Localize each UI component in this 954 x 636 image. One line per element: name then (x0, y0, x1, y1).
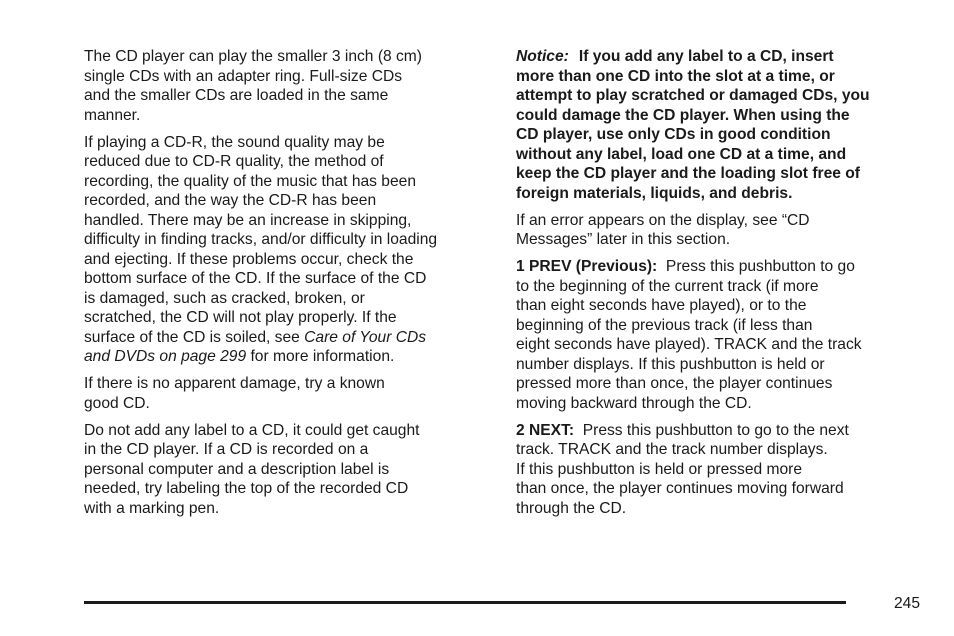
text-segment: Press this pushbutton to go to the next (582, 421, 849, 439)
text-line: eight seconds have played). TRACK and the track (516, 336, 862, 353)
text-line (516, 47, 918, 67)
notice-paragraph (516, 47, 918, 203)
text-line: Do not add any label to a CD, it could get caught (84, 421, 420, 439)
text-line: pressed more than once, the player continues (516, 375, 833, 392)
text-line: without any label, load one CD at a time, and (516, 145, 847, 163)
text-line (516, 421, 918, 441)
text-line: more than one CD into the slot at a time, or (516, 67, 835, 85)
text-line: recording, the quality of the music that has been (84, 172, 416, 190)
next-label: 2 NEXT: (516, 421, 575, 439)
text-line: If an error appears on the display, see “CD (516, 211, 810, 229)
prev-label: 1 PREV (Previous): (516, 258, 658, 275)
text-line (84, 347, 490, 367)
text-line: beginning of the previous track (if less than (516, 316, 813, 334)
text-line: If this pushbutton is held or pressed more (516, 460, 803, 478)
page-number: 245 (893, 595, 920, 612)
text-line: keep the CD player and the loading slot free of (516, 165, 860, 182)
left-column (84, 47, 490, 526)
text-line: The CD player can play the smaller 3 inch (8 cm) (84, 48, 422, 65)
text-line: If there is no apparent damage, try a known (84, 375, 385, 392)
text-line: handled. There may be an increase in skipping, (84, 211, 412, 229)
next-button-paragraph (516, 421, 918, 519)
text-line: bottom surface of the CD. If the surface of the CD (84, 270, 427, 287)
right-column (516, 47, 918, 526)
text-segment: Press this pushbutton to go (665, 258, 855, 275)
text-segment: If you add any label to a CD, insert (578, 48, 834, 65)
text-line (84, 328, 490, 348)
label-warning-paragraph (84, 421, 490, 519)
text-line: and ejecting. If these problems occur, check the (84, 250, 414, 268)
text-line: CD player, use only CDs in good condition (516, 126, 831, 143)
error-paragraph (516, 211, 918, 250)
text-line (516, 257, 918, 277)
text-line: difficulty in finding tracks, and/or difficulty in loading (84, 231, 438, 248)
text-line: scratched, the CD will not play properly. If the (84, 309, 397, 326)
text-line: in the CD player. If a CD is recorded on a (84, 441, 369, 458)
text-line: with a marking pen. (84, 499, 220, 517)
text-line: good CD. (84, 394, 150, 412)
text-segment: surface of the CD is soiled, see (84, 328, 305, 346)
text-line: recorded, and the way the CD-R has been (84, 192, 377, 209)
care-of-cds-reference-link[interactable]: Care of Your CDs (304, 328, 427, 346)
text-line: to the beginning of the current track (if more (516, 277, 819, 295)
text-line: Messages” later in this section. (516, 231, 731, 248)
cd-r-quality-paragraph (84, 133, 490, 367)
text-line: number displays. If this pushbutton is held or (516, 355, 825, 373)
text-line: track. TRACK and the track number displays. (516, 441, 828, 458)
text-line: moving backward through the CD. (516, 394, 752, 412)
text-segment: for more information. (246, 348, 395, 365)
known-good-cd-paragraph (84, 374, 490, 413)
text-line: If playing a CD-R, the sound quality may be (84, 133, 385, 151)
text-line: and the smaller CDs are loaded in the same (84, 87, 389, 104)
text-line: needed, try labeling the top of the recorded CD (84, 480, 409, 497)
text-line: foreign materials, liquids, and debris. (516, 184, 793, 202)
adapter-ring-paragraph (84, 47, 490, 125)
text-line: single CDs with an adapter ring. Full-size CDs (84, 67, 403, 85)
text-line: attempt to play scratched or damaged CDs, you (516, 87, 870, 104)
care-of-cds-reference-link-continued[interactable]: and DVDs on page 299 (84, 348, 247, 365)
prev-button-paragraph (516, 257, 918, 413)
text-line: personal computer and a description label is (84, 460, 390, 478)
notice-label: Notice: (516, 48, 569, 65)
text-line: through the CD. (516, 499, 627, 517)
footer-divider (84, 601, 846, 604)
text-line: could damage the CD player. When using the (516, 106, 850, 124)
text-line: is damaged, such as cracked, broken, or (84, 289, 365, 307)
text-line: manner. (84, 106, 141, 124)
text-line: than eight seconds have played), or to the (516, 297, 807, 314)
text-line: than once, the player continues moving forward (516, 480, 844, 497)
text-line: reduced due to CD-R quality, the method of (84, 153, 384, 170)
